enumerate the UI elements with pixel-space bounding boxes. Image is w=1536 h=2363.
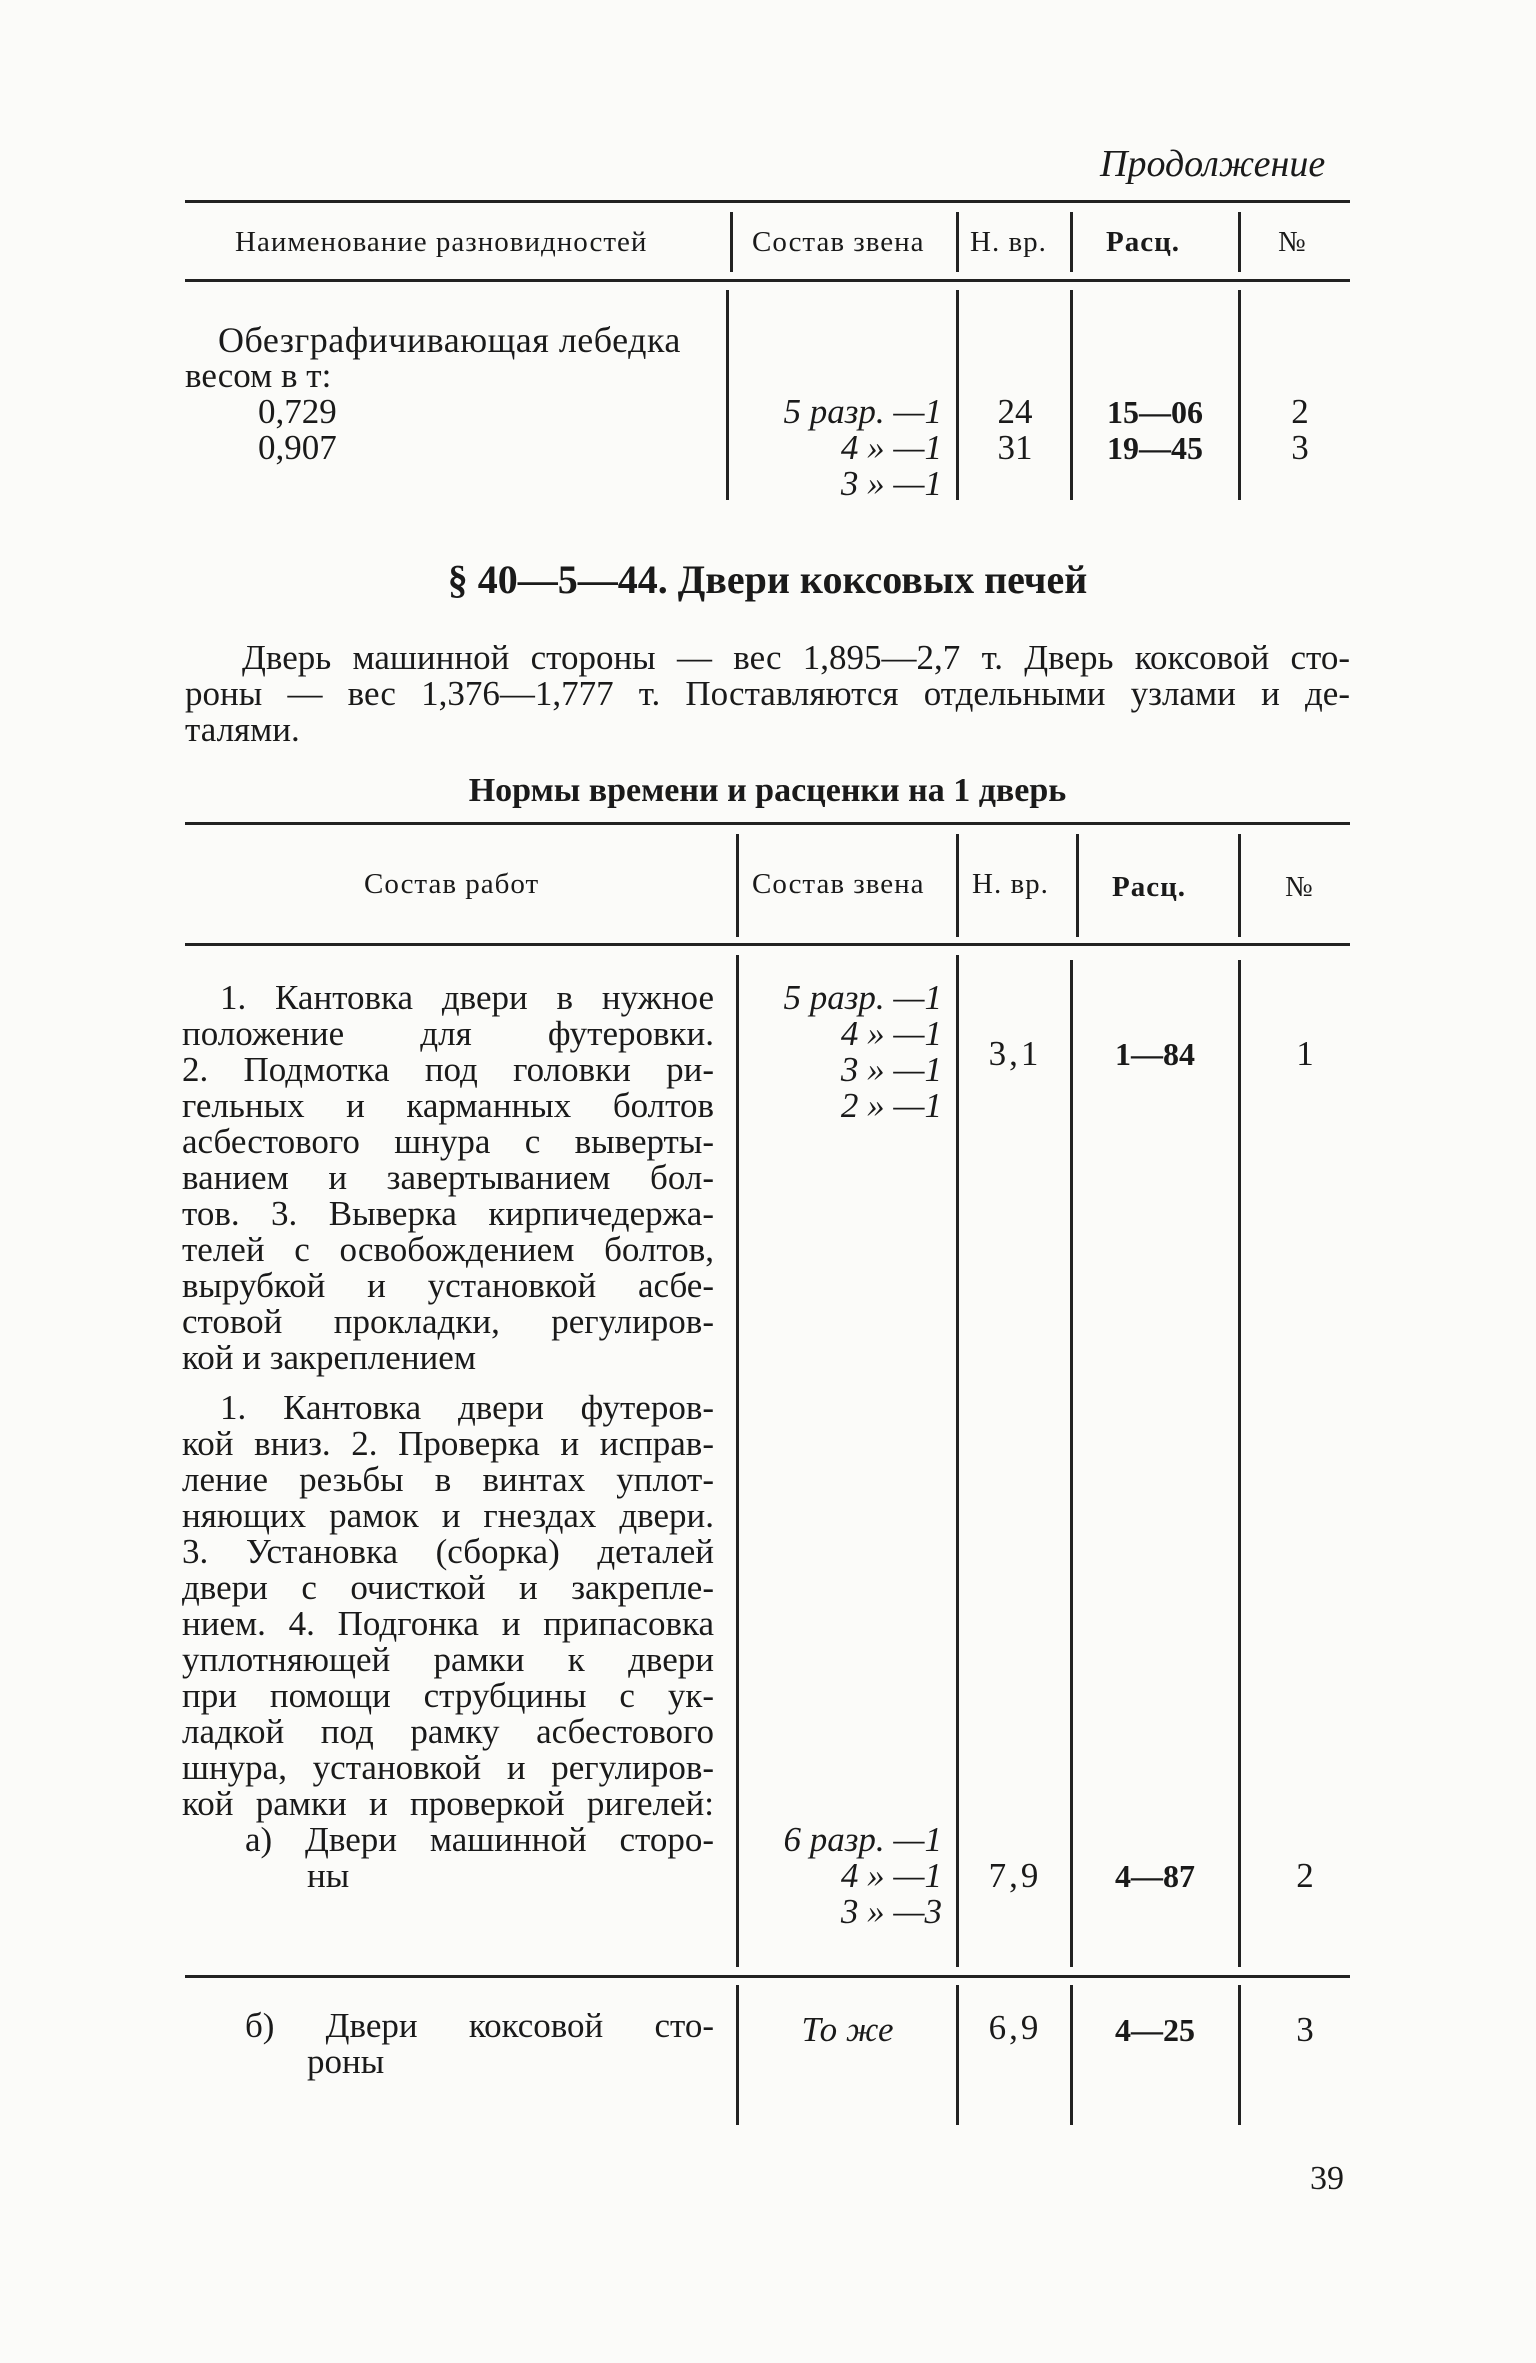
- table1-divider: [956, 212, 959, 272]
- work-line: кой и закреплением: [182, 1338, 476, 1377]
- continuation-label: Продолжение: [1100, 143, 1326, 185]
- table1-divider: [726, 290, 729, 500]
- table2-divider: [956, 955, 959, 1967]
- table2-row2b-num: 3: [1296, 2010, 1314, 2049]
- work-line: ление резьбы в винтах уплот-: [182, 1460, 714, 1499]
- zveno-line: 6 разр. —1: [783, 1820, 942, 1859]
- table2-row1-work: [182, 980, 714, 1376]
- table2-divider: [736, 955, 739, 1967]
- table2-header-zveno: Состав звена: [752, 868, 925, 900]
- work-line: телей с освобождением болтов,: [182, 1230, 714, 1269]
- work-line: кой рамки и проверкой ригелей:: [182, 1784, 714, 1823]
- intro-line: Дверь машинной стороны — вес 1,895—2,7 т. Дверь коксовой сто-: [242, 638, 1350, 677]
- zveno-line: 5 разр. —1: [783, 978, 942, 1017]
- work-line: уплотняющей рамки к двери: [182, 1640, 714, 1679]
- table1-item-title: [185, 358, 331, 394]
- table2-divider: [1238, 960, 1241, 1967]
- page-number: 39: [1310, 2160, 1344, 2197]
- table1-rate: 15—06: [1107, 394, 1203, 430]
- table2-divider: [736, 834, 739, 937]
- table1-weight: 0,729: [258, 392, 337, 431]
- table1-zveno: 5 разр. —1: [783, 392, 942, 431]
- work-line: шнура, установкой и регулиров-: [182, 1748, 714, 1787]
- table2-row2-work: [182, 1390, 714, 1822]
- table1-divider: [1238, 290, 1241, 500]
- work-line: роны: [307, 2042, 385, 2081]
- table2-divider: [1238, 1985, 1241, 2125]
- zveno-line: 2 » —1: [840, 1086, 942, 1125]
- table2-header-work: Состав работ: [364, 868, 540, 900]
- table1-item-title: Обезграфичивающая лебедка: [218, 320, 681, 360]
- zveno-line: 4 » —1: [840, 1856, 942, 1895]
- zveno-line: 4 » —1: [840, 1014, 942, 1053]
- table2-row2a-zveno: [752, 1822, 942, 1930]
- table1-zveno: 4 » —1: [840, 428, 942, 467]
- work-line: 2. Подмотка под головки ри-: [182, 1050, 714, 1089]
- table2-row2b-zveno: То же: [801, 2010, 894, 2049]
- table2-row2a-num: 2: [1296, 1856, 1314, 1895]
- work-line: няющих рамок и гнездах двери.: [182, 1496, 714, 1535]
- table1-num: 3: [1291, 428, 1309, 467]
- table1-header-rule: [185, 279, 1350, 282]
- table1-header-norm: Н. вр.: [970, 226, 1047, 258]
- table2-row2a-work: [245, 1822, 714, 1894]
- table2-row1-num: 1: [1296, 1034, 1314, 1073]
- table2-header-rate: Расц.: [1112, 871, 1187, 903]
- table2-header-num: №: [1285, 871, 1314, 903]
- table2-row1-zveno: [752, 980, 942, 1124]
- table1-top-rule: [185, 200, 1350, 203]
- work-line: ванием и завертыванием бол-: [182, 1158, 714, 1197]
- work-line: асбестового шнура с выверты-: [182, 1122, 714, 1161]
- work-line: стовой прокладки, регулиров-: [182, 1302, 714, 1341]
- work-line: а) Двери машинной сторо-: [245, 1820, 714, 1859]
- table2-row1-rate: 1—84: [1115, 1036, 1195, 1072]
- table2-row-rule: [185, 1975, 1350, 1978]
- section-title: § 40—5—44. Двери коксовых печей: [447, 557, 1088, 602]
- table2-header-norm: Н. вр.: [972, 868, 1049, 900]
- table1-norm: 31: [997, 428, 1033, 467]
- table2-divider: [736, 1985, 739, 2125]
- table2-row2a-norm: 7,9: [988, 1856, 1042, 1895]
- work-line: 1. Кантовка двери в нужное: [220, 978, 714, 1017]
- work-line: кой вниз. 2. Проверка и исправ-: [182, 1424, 714, 1463]
- table2-divider: [956, 834, 959, 937]
- table1-divider: [1238, 212, 1241, 272]
- work-line: двери с очисткой и закрепле-: [182, 1568, 714, 1607]
- work-line: гельных и карманных болтов: [182, 1086, 714, 1125]
- table2-header-rule: [185, 943, 1350, 946]
- table1-divider: [956, 290, 959, 500]
- table1-num: 2: [1291, 392, 1309, 431]
- table1-divider: [730, 212, 733, 272]
- zveno-line: 3 » —3: [840, 1892, 942, 1931]
- work-line: ладкой под рамку асбестового: [182, 1712, 714, 1751]
- table1-divider: [1070, 212, 1073, 272]
- table1-item-title-line: весом в т:: [185, 356, 332, 395]
- table2-row2b-norm: 6,9: [988, 2008, 1042, 2047]
- table2-caption: Нормы времени и расценки на 1 дверь: [468, 772, 1067, 809]
- table2-divider: [1070, 1985, 1073, 2125]
- intro-paragraph: [185, 640, 1350, 748]
- table2-divider: [956, 1985, 959, 2125]
- table1-norm: 24: [997, 392, 1033, 431]
- work-line: 1. Кантовка двери футеров-: [220, 1388, 714, 1427]
- table2-row2b-work: [245, 2008, 714, 2080]
- work-line: при помощи струбцины с ук-: [182, 1676, 714, 1715]
- table1-header-rate: Расц.: [1106, 226, 1181, 258]
- table1-divider: [1070, 290, 1073, 500]
- table2-row1-norm: 3,1: [988, 1034, 1042, 1073]
- work-line: вырубкой и установкой асбе-: [182, 1266, 714, 1305]
- table2-top-rule: [185, 822, 1350, 825]
- table2-row2b-rate: 4—25: [1115, 2012, 1195, 2048]
- table1-zveno: 3 » —1: [840, 464, 942, 503]
- table1-header-num: №: [1278, 226, 1307, 258]
- work-line: б) Двери коксовой сто-: [245, 2006, 714, 2045]
- zveno-line: 3 » —1: [840, 1050, 942, 1089]
- table1-header-zveno: Состав звена: [752, 226, 925, 258]
- table1-header-name: Наименование разновидностей: [235, 226, 648, 258]
- intro-line: роны — вес 1,376—1,777 т. Поставляются отдельными узлами и де-: [185, 674, 1350, 713]
- intro-line: талями.: [185, 710, 300, 749]
- table2-divider: [1238, 834, 1241, 937]
- table2-row2a-rate: 4—87: [1115, 1858, 1195, 1894]
- work-line: тов. 3. Выверка кирпичедержа-: [182, 1194, 714, 1233]
- table1-rate: 19—45: [1107, 430, 1203, 466]
- work-line: ны: [307, 1856, 350, 1895]
- work-line: нием. 4. Подгонка и припасовка: [182, 1604, 714, 1643]
- work-line: 3. Установка (сборка) деталей: [182, 1532, 714, 1571]
- table2-divider: [1076, 834, 1079, 937]
- table1-weight: 0,907: [258, 428, 337, 467]
- work-line: положение для футеровки.: [182, 1014, 714, 1053]
- table2-divider: [1070, 960, 1073, 1967]
